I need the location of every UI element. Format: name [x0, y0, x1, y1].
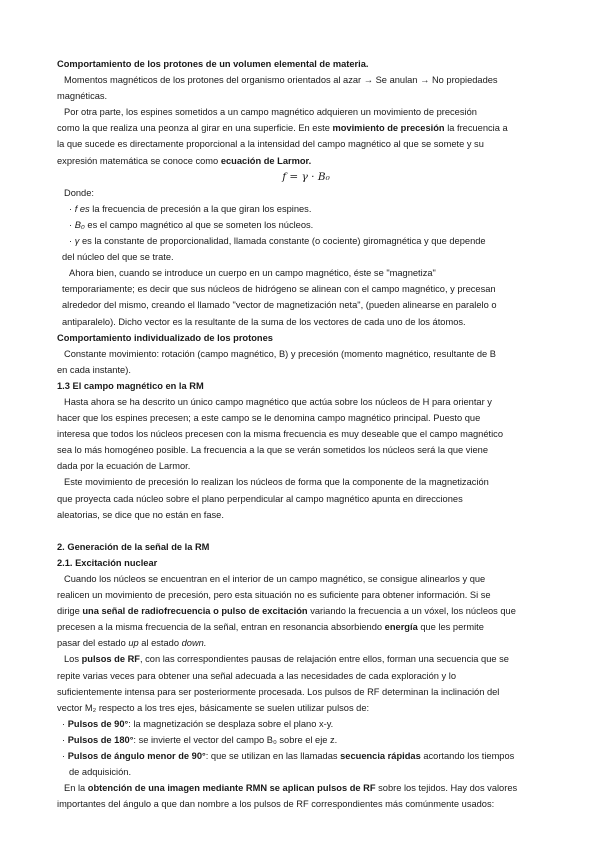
section-heading: Comportamiento individualizado de los protones	[57, 332, 273, 343]
bold-term: secuencia rápidas	[340, 751, 421, 762]
bold-term: ecuación de Larmor.	[220, 155, 312, 166]
paragraph-line: en cada instante).	[57, 364, 131, 375]
paragraph-line: precesen a la misma frecuencia de la señal, entran en resonancia absorbiendo energía que les permite	[57, 622, 484, 633]
section-heading: Comportamiento de los protones de un volumen elemental de materia.	[57, 59, 369, 69]
paragraph-line: antiparalelo). Dicho vector es la resultante de la suma de los vectores de cada uno de los átomos.	[62, 316, 466, 327]
paragraph-line: del núcleo del que se trate.	[62, 252, 174, 263]
paragraph-line: Por otra parte, los espines sometidos a un campo magnético adquieren un movimiento de precesión	[64, 107, 477, 118]
bold-term: pulsos de RF	[81, 654, 140, 665]
bold-term: Pulsos de 180°	[67, 734, 134, 745]
paragraph-line: En la obtención de una imagen mediante RMN se aplican pulsos de RF sobre los tejidos. Hay dos valores	[64, 783, 518, 794]
paragraph-line: sea lo más homogéneo posible. La frecuencia a la que se verán sometidos los núcleos será la que viene	[57, 445, 489, 456]
paragraph-line: Hasta ahora se ha descrito un único campo magnético que actúa sobre los núcleos de H para orientar y	[64, 396, 492, 407]
paragraph-line: realicen un movimiento de precesión, pero esta situación no es suficiente para obtener información. Si se	[57, 590, 491, 601]
bold-term: Pulsos de ángulo menor de 90°	[67, 751, 206, 762]
section-heading: 2. Generación de la señal de la RM	[57, 541, 210, 552]
paragraph-line: Este movimiento de precesión lo realizan los núcleos de forma que la componente de la magnetización	[64, 477, 489, 488]
list-item: · f es la frecuencia de precesión a la que giran los espines.	[69, 203, 312, 214]
section-heading: 1.3 El campo magnético en la RM	[57, 380, 204, 391]
document-page	[57, 56, 545, 812]
paragraph-line: de adquisición.	[69, 767, 132, 778]
larmor-formula: f = γ · B₀	[282, 170, 330, 183]
paragraph-line: que proyecta cada núcleo sobre el plano perpendicular al campo magnético apunta en direcciones	[57, 493, 463, 504]
paragraph-line: como la que realiza una peonza al girar en una superficie. En este movimiento de precesión la frecuencia a	[57, 123, 508, 134]
paragraph-line: suficientemente intensa para ser posteriormente procesada. Los pulsos de RF determinan la inclinación del	[57, 686, 500, 697]
paragraph-line: dada por la ecuación de Larmor.	[57, 461, 191, 472]
paragraph-line: interesa que todos los núcleos precesen con la misma frecuencia es muy deseable que el campo magnético	[57, 429, 503, 440]
paragraph-line: Los pulsos de RF, con las correspondientes pausas de relajación entre ellos, forman una secuencia que se	[64, 654, 509, 665]
paragraph-line: Constante movimiento: rotación (campo magnético, B) y precesión (momento magnético, resultante de B	[64, 348, 496, 359]
paragraph-line: Momentos magnéticos de los protones del organismo orientados al azar → Se anulan → No propiedades	[64, 75, 498, 86]
paragraph-line: importantes del ángulo a que dan nombre a los pulsos de RF correspondientes más comúnmente usados:	[57, 799, 495, 810]
paragraph-line: la que sucede es directamente proporcional a la intensidad del campo magnético al que se somete y su	[57, 139, 484, 150]
paragraph-line: magnéticas.	[57, 91, 108, 102]
list-item: · γ es la constante de proporcionalidad, llamada constante (o cociente) giromagnética y que depende	[69, 236, 486, 247]
bold-term: una señal de radiofrecuencia o pulso de excitación	[82, 606, 308, 617]
list-item: · Pulsos de ángulo menor de 90°: que se utilizan en las llamadas secuencia rápidas acortando los tiempos	[62, 751, 515, 762]
list-item: · Pulsos de 180°: se invierte el vector del campo B₀ sobre el eje z.	[62, 734, 338, 745]
list-item: · B₀ es el campo magnético al que se someten los núcleos.	[69, 219, 314, 230]
list-item: · Pulsos de 90°: la magnetización se desplaza sobre el plano x-y.	[62, 718, 334, 729]
paragraph-line: alrededor del mismo, creando el llamado "vector de magnetización neta", (pueden alinearse en paralelo o	[62, 300, 497, 311]
paragraph-line: hacer que los espines precesen; a este campo se le denomina campo magnético principal. Puesto que	[57, 413, 481, 424]
bold-term: obtención de una imagen mediante RMN se aplican pulsos de RF	[87, 783, 376, 794]
paragraph-line: temporariamente; es decir que sus núcleos de hidrógeno se alinean con el campo magnético, y precesan	[62, 284, 496, 295]
paragraph-line: vector M₂ respecto a los tres ejes, básicamente se suelen utilizar pulsos de:	[57, 702, 370, 713]
paragraph-line: expresión matemática se conoce como ecuación de Larmor.	[57, 155, 312, 166]
subsection-heading: 2.1. Excitación nuclear	[57, 557, 158, 568]
bold-term: Pulsos de 90°	[67, 718, 129, 729]
paragraph-line: aleatorias, se dice que no están en fase.	[57, 509, 224, 520]
paragraph-line: Cuando los núcleos se encuentran en el interior de un campo magnético, se consigue alinearlos y que	[64, 574, 486, 584]
spacer	[57, 523, 545, 539]
paragraph-line: Ahora bien, cuando se introduce un cuerpo en un campo magnético, éste se "magnetiza"	[69, 268, 436, 279]
paragraph-line: dirige una señal de radiofrecuencia o pulso de excitación variando la frecuencia a un vóxel, los núcleos que	[57, 606, 516, 617]
paragraph-line: Donde:	[64, 187, 94, 198]
paragraph-line: repite varias veces para obtener una señal adecuada a las necesidades de cada exploración y lo	[57, 670, 456, 681]
paragraph-line: pasar del estado up al estado down.	[57, 638, 207, 649]
bold-term: energía	[384, 622, 418, 633]
bold-term: movimiento de precesión	[332, 123, 445, 134]
